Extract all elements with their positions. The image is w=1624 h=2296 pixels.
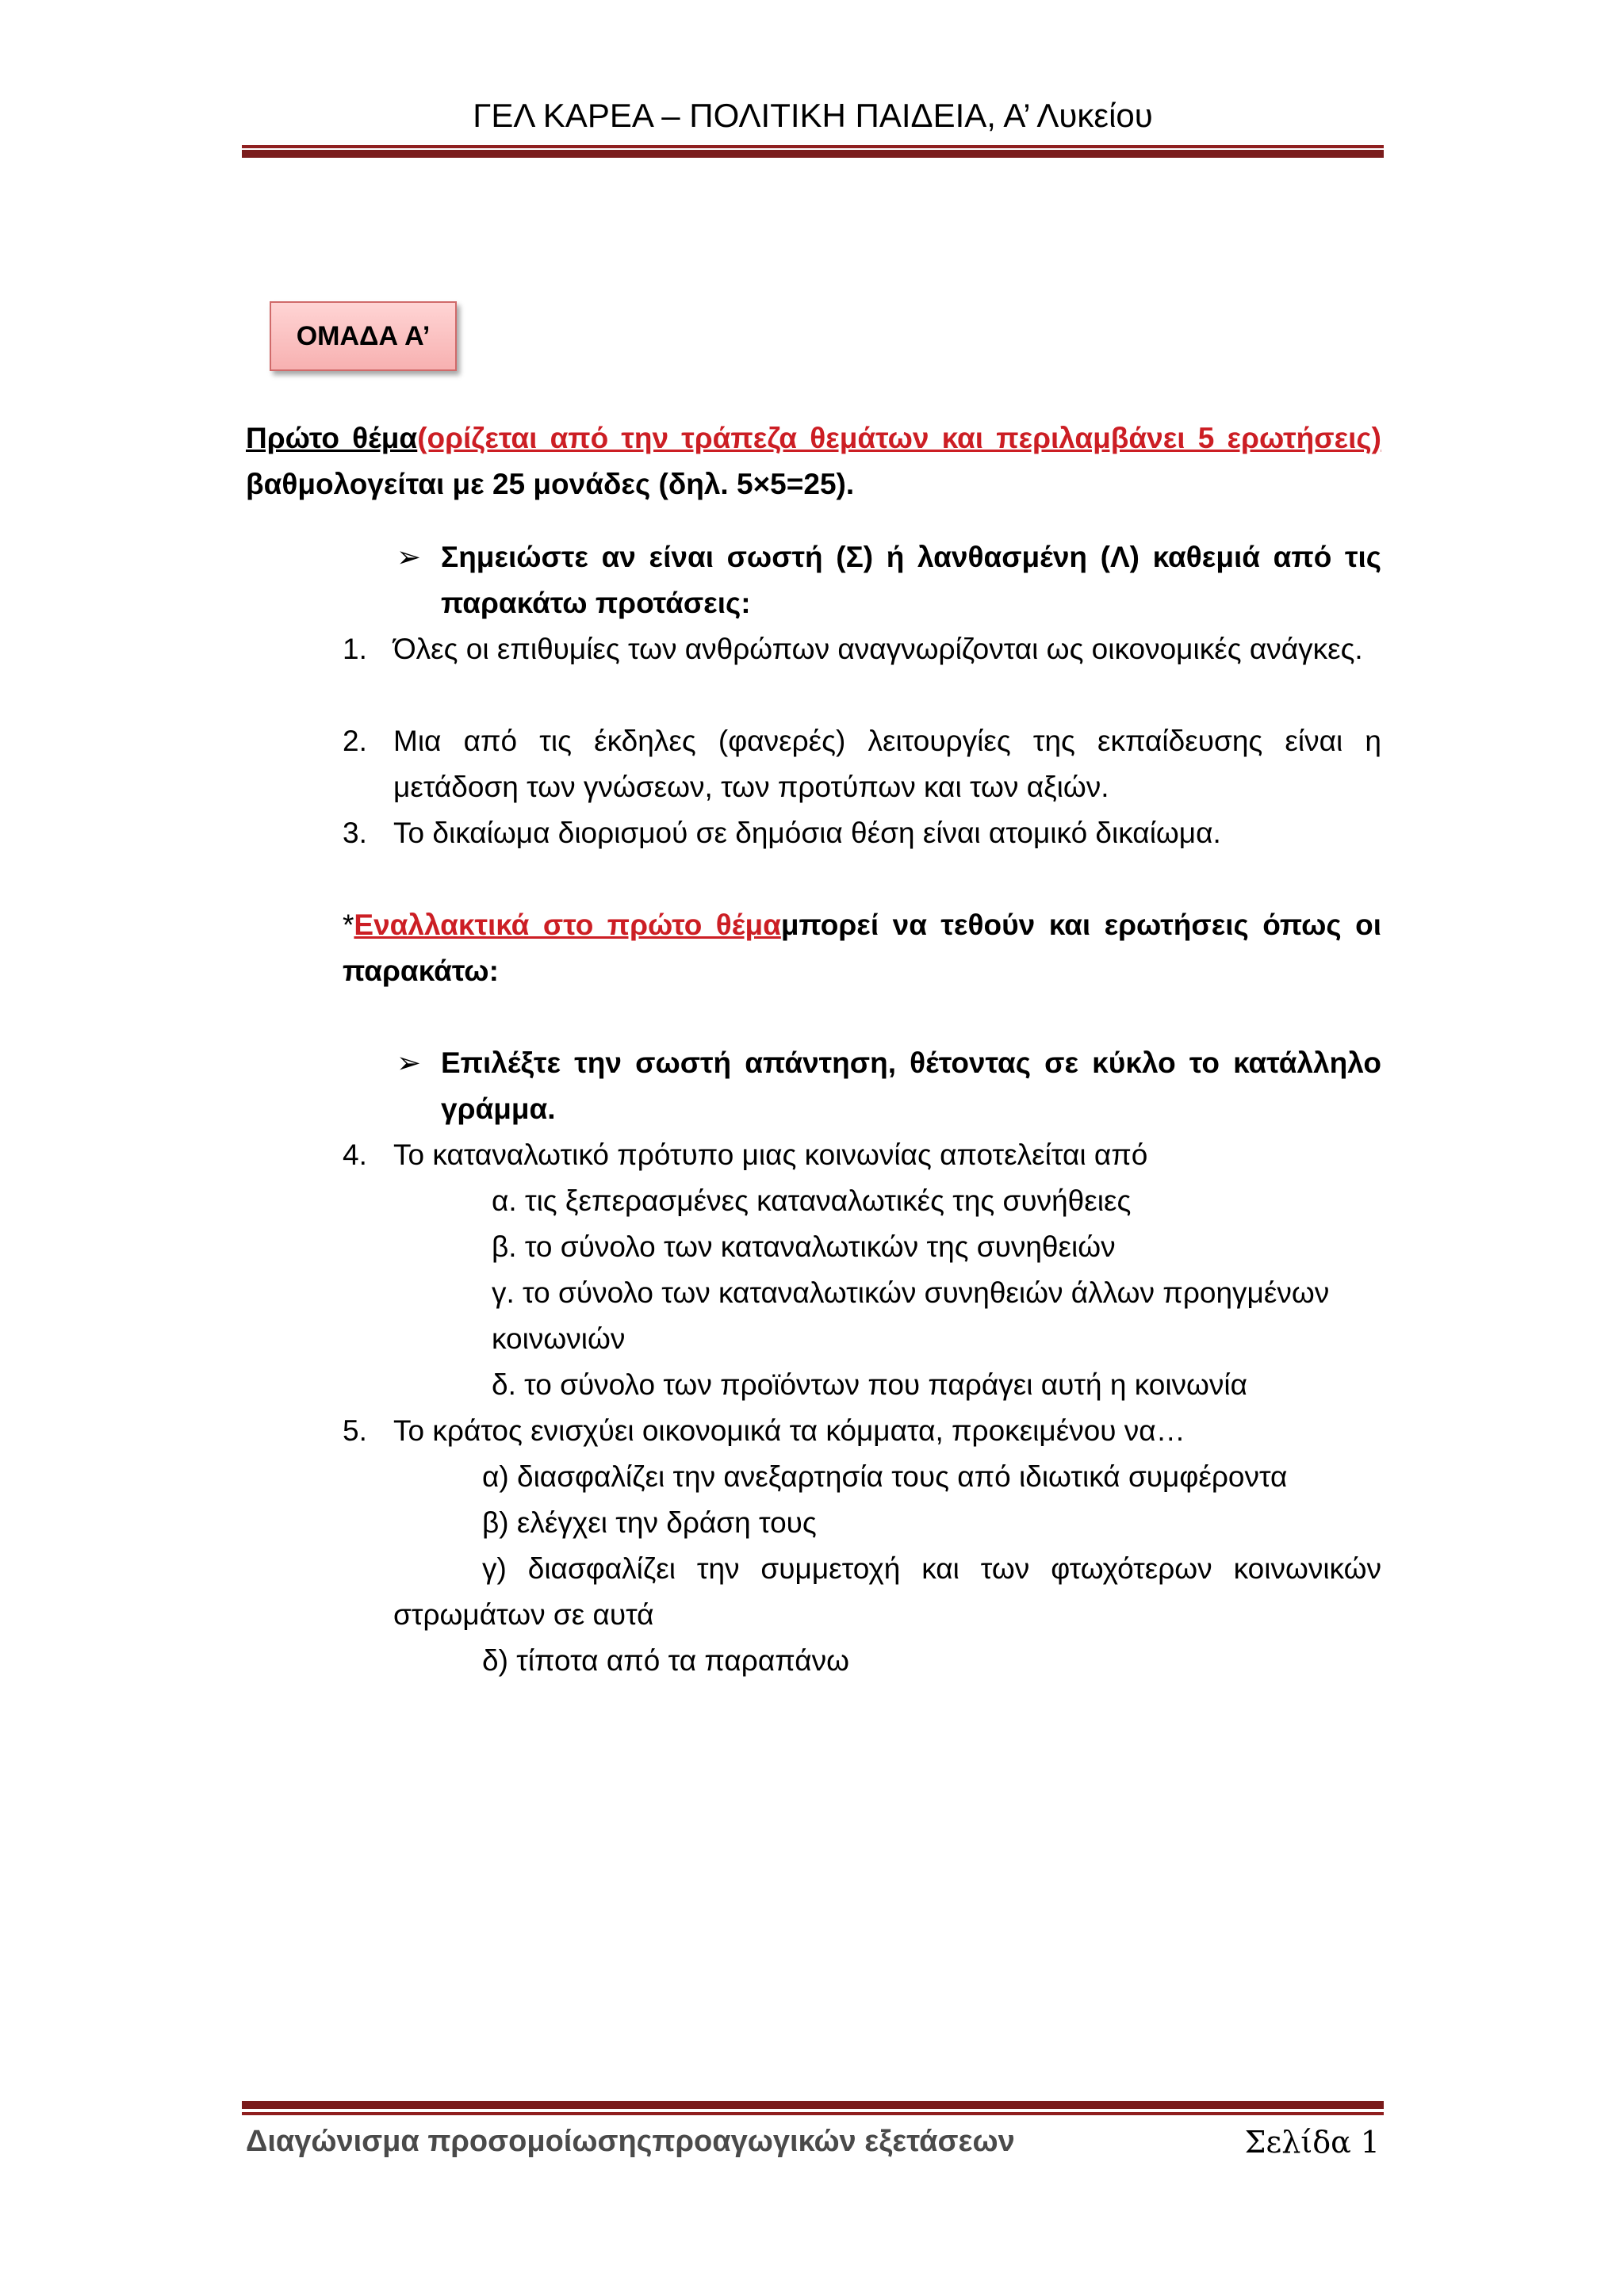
answer-option: β. το σύνολο των καταναλωτικών της συνηθειών [492,1230,1116,1263]
intro-grading: βαθμολογείται με 25 μονάδες (δηλ. 5×5=25). [246,468,855,500]
answer-option: γ) διασφαλίζει την συμμετοχή και των φτωχότερων κοινωνικών [482,1552,1381,1585]
answer-option-continued: κοινωνιών [492,1322,626,1355]
footer-rule-thin [242,2112,1384,2115]
footer-title: Διαγώνισμα προσομοίωσηςπροαγωγικών εξετάσεων [246,2125,1015,2158]
alternative-note [343,902,1381,994]
question-text: Το δικαίωμα διορισμού σε δημόσια θέση είναι ατομικό δικαίωμα. [393,817,1221,849]
arrow-bullet-icon: ➢ [396,1047,422,1079]
question-text: Το καταναλωτικό πρότυπο μιας κοινωνίας αποτελείται από [393,1138,1148,1171]
question-text: Μια από τις έκδηλες (φανερές) λειτουργίες της εκπαίδευσης είναι η μετάδοση των γνώσεων, των προτύπων και των αξιών. [393,725,1381,803]
answer-option: δ. το σύνολο των προϊόντων που παράγει αυτή η κοινωνία [492,1368,1248,1401]
question-text: Το κράτος ενισχύει οικονομικά τα κόμματα, προκειμένου να… [393,1414,1185,1447]
question-number: 5. [343,1414,367,1447]
answer-option: β) ελέγχει την δράση τους [482,1506,817,1539]
arrow-bullet-icon: ➢ [396,541,422,573]
question-item [343,1132,1381,1178]
instruction-text: Επιλέξτε την σωστή απάντηση, θέτοντας σε κύκλο το κατάλληλο γράμμα. [441,1047,1381,1125]
instruction-true-false [396,534,1381,626]
page-number: Σελίδα 1 [1244,2125,1380,2160]
question-item [343,1408,1381,1454]
question-item [343,626,1381,718]
group-label-box [270,301,457,371]
header-title: ΓΕΛ ΚΑΡΕΑ – ΠΟΛΙΤΙΚΗ ΠΑΙΔΕΙΑ, Α’ Λυκείου [473,97,1153,134]
answer-option: α) διασφαλίζει την ανεξαρτησία τους από ιδιωτικά συμφέροντα [482,1460,1288,1493]
question-number: 4. [343,1138,367,1171]
footer-rule-thick [242,2101,1384,2109]
question-number: 1. [343,633,367,665]
answer-option: γ. το σύνολο των καταναλωτικών συνηθειών άλλων προηγμένων [492,1276,1330,1309]
instruction-text: Σημειώστε αν είναι σωστή (Σ) ή λανθασμένη (Λ) καθεμιά από τις παρακάτω προτάσεις: [441,541,1381,619]
group-label: ΟΜΑΔΑ Α’ [296,320,431,351]
question-item [343,810,1381,856]
alt-note-text: μπορεί να τεθούν και ερωτήσεις όπως οι παρακάτω: [343,909,1381,987]
intro-paragraph [246,415,1381,507]
question-number: 3. [343,817,367,849]
answer-option: δ) τίποτα από τα παραπάνω [482,1644,850,1677]
alt-star: * [343,909,354,941]
alt-note-highlight: Εναλλακτικά στο πρώτο θέμα [354,909,781,941]
instruction-multiple-choice [396,1040,1381,1132]
question-number: 2. [343,725,367,757]
intro-note: (ορίζεται από την τράπεζα θεμάτων και περιλαμβάνει 5 ερωτήσεις) [417,422,1381,454]
answer-option-continued: στρωμάτων σε αυτά [393,1598,654,1631]
question-text: Όλες οι επιθυμίες των ανθρώπων αναγνωρίζονται ως οικονομικές ανάγκες. [393,633,1363,665]
question-item [343,718,1381,810]
intro-heading: Πρώτο θέμα [246,422,418,454]
answer-option: α. τις ξεπερασμένες καταναλωτικές της συνήθειες [492,1184,1132,1217]
header-rule-thick [242,150,1384,158]
header-rule-thin [242,145,1384,148]
